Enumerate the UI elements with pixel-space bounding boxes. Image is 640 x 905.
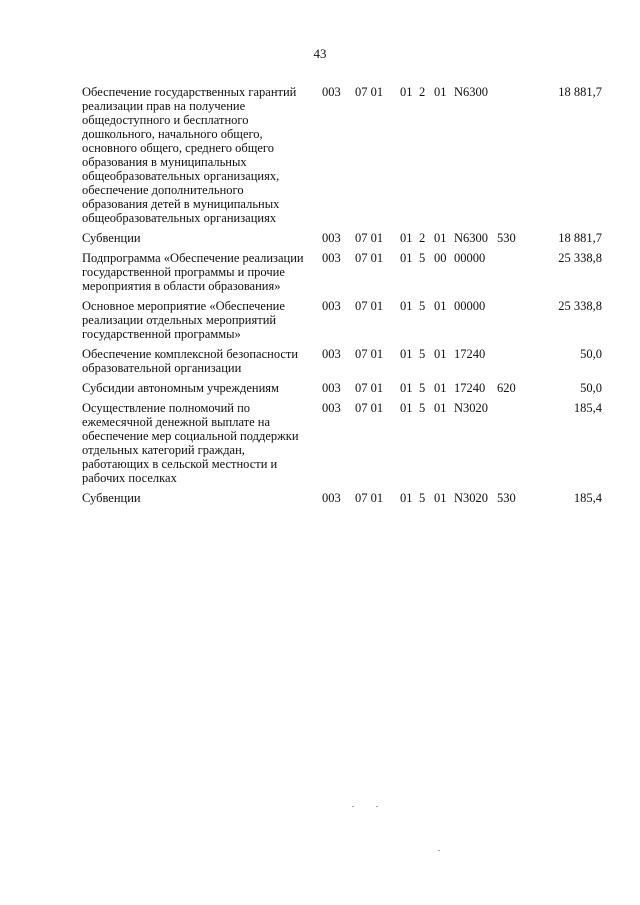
section-code: 07 01 — [355, 251, 384, 265]
amount: 18 881,7 — [558, 85, 602, 99]
subprogram-code: 5 — [419, 299, 426, 313]
ministry-code: 003 — [322, 381, 341, 395]
subprogram-code: 2 — [419, 85, 426, 99]
table-row — [82, 251, 602, 293]
direction-code: N6300 — [454, 231, 489, 245]
subprogram-code: 5 — [419, 251, 426, 265]
amount: 18 881,7 — [558, 231, 602, 245]
row-name: Обеспечение комплексной безопасности образовательной организации — [82, 347, 299, 375]
subprogram-code: 5 — [419, 347, 426, 361]
direction-code: N3020 — [454, 491, 489, 505]
direction-code: 17240 — [454, 381, 486, 395]
program-code: 01 — [400, 85, 413, 99]
subprogram-code: 5 — [419, 401, 426, 415]
event-code: 01 — [434, 231, 447, 245]
ministry-code: 003 — [322, 401, 341, 415]
expense-type-code: 530 — [497, 231, 516, 245]
program-code: 01 — [400, 401, 413, 415]
direction-code: N6300 — [454, 85, 489, 99]
table-row — [82, 85, 602, 225]
table-row — [82, 491, 602, 505]
event-code: 00 — [434, 251, 447, 265]
ministry-code: 003 — [322, 251, 341, 265]
table-row — [82, 401, 602, 485]
amount: 25 338,8 — [558, 299, 602, 313]
expense-type-code: 530 — [497, 491, 516, 505]
scan-artifact — [352, 806, 354, 807]
subprogram-code: 5 — [419, 381, 426, 395]
event-code: 01 — [434, 85, 447, 99]
program-code: 01 — [400, 491, 413, 505]
row-name: Субвенции — [82, 491, 141, 505]
direction-code: N3020 — [454, 401, 489, 415]
row-name: Субсидии автономным учреждениям — [82, 381, 279, 395]
amount: 50,0 — [580, 347, 602, 361]
section-code: 07 01 — [355, 299, 384, 313]
ministry-code: 003 — [322, 491, 341, 505]
direction-code: 00000 — [454, 299, 486, 313]
section-code: 07 01 — [355, 347, 384, 361]
subprogram-code: 2 — [419, 231, 426, 245]
amount: 50,0 — [580, 381, 602, 395]
amount: 185,4 — [573, 401, 602, 415]
event-code: 01 — [434, 401, 447, 415]
program-code: 01 — [400, 381, 413, 395]
scan-artifact — [376, 806, 378, 807]
event-code: 01 — [434, 381, 447, 395]
row-name: Подпрограмма «Обеспечение реализации государственной программы и прочие мероприятия в области образования» — [82, 251, 304, 293]
section-code: 07 01 — [355, 491, 384, 505]
amount: 25 338,8 — [558, 251, 602, 265]
event-code: 01 — [434, 299, 447, 313]
event-code: 01 — [434, 491, 447, 505]
table-row — [82, 299, 602, 341]
ministry-code: 003 — [322, 231, 341, 245]
table-row — [82, 381, 602, 395]
subprogram-code: 5 — [419, 491, 426, 505]
table-row — [82, 347, 602, 375]
ministry-code: 003 — [322, 85, 341, 99]
program-code: 01 — [400, 299, 413, 313]
page-number: 43 — [313, 46, 327, 61]
direction-code: 17240 — [454, 347, 486, 361]
budget-table — [82, 85, 602, 511]
ministry-code: 003 — [322, 299, 341, 313]
section-code: 07 01 — [355, 85, 384, 99]
program-code: 01 — [400, 231, 413, 245]
row-name: Основное мероприятие «Обеспечение реализации отдельных мероприятий государственной программы» — [82, 299, 285, 341]
event-code: 01 — [434, 347, 447, 361]
section-code: 07 01 — [355, 381, 384, 395]
amount: 185,4 — [573, 491, 602, 505]
section-code: 07 01 — [355, 231, 384, 245]
section-code: 07 01 — [355, 401, 384, 415]
program-code: 01 — [400, 251, 413, 265]
direction-code: 00000 — [454, 251, 486, 265]
row-name: Субвенции — [82, 231, 141, 245]
row-name: Обеспечение государственных гарантий реализации прав на получение общедоступного и бесплатного дошкольного, начального общего, основного общего, среднего общего образования в муниципальных общеобразовательных организациях, обеспечение дополнительного образования детей в муниципальных общеобразовательных организациях — [82, 85, 297, 225]
table-row — [82, 231, 602, 245]
program-code: 01 — [400, 347, 413, 361]
expense-type-code: 620 — [497, 381, 516, 395]
row-name: Осуществление полномочий по ежемесячной денежной выплате на обеспечение мер социальной поддержки отдельных категорий граждан, работающих в сельской местности и рабочих поселках — [82, 401, 299, 485]
ministry-code: 003 — [322, 347, 341, 361]
scan-artifact — [438, 850, 440, 851]
